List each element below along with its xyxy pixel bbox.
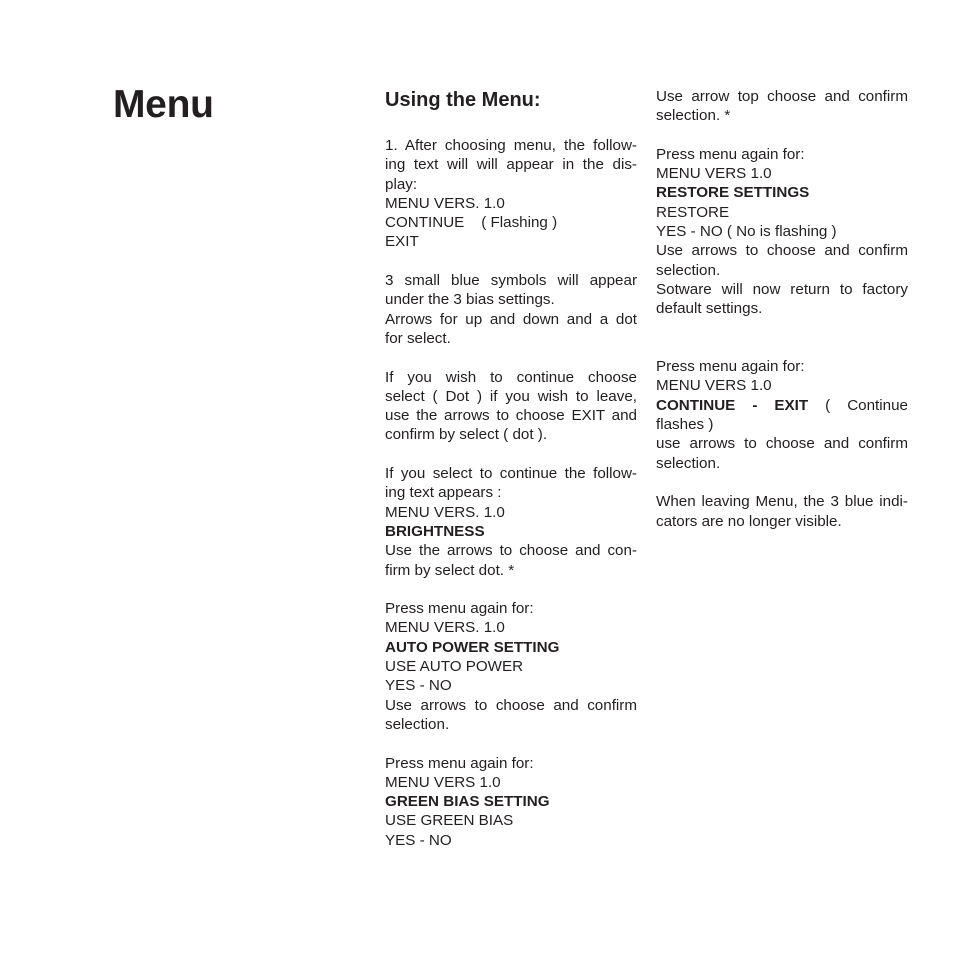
text-line: YES - NO xyxy=(385,831,452,849)
text-line: selection. xyxy=(385,715,450,733)
page-title: Menu xyxy=(113,83,214,126)
text-line: When leaving Menu, the 3 blue indi- xyxy=(656,493,908,511)
paragraph-gap xyxy=(385,734,637,753)
text-line: MENU VERS 1.0 xyxy=(656,377,772,395)
paragraph-gap xyxy=(385,580,637,599)
text-line: RESTORE xyxy=(656,203,730,221)
text-line: If you select to continue the follow- xyxy=(385,465,637,483)
text-line: default settings. xyxy=(656,300,763,318)
text-line: MENU VERS 1.0 xyxy=(385,773,501,791)
paragraph-gap xyxy=(385,348,637,367)
text-line: USE GREEN BIAS xyxy=(385,812,514,830)
text-line: under the 3 bias settings. xyxy=(385,291,555,309)
right-column xyxy=(656,87,908,531)
text-line: Use arrows to choose and confirm xyxy=(385,696,637,714)
right-column-body xyxy=(656,87,908,531)
text-line: confirm by select ( dot ). xyxy=(385,426,548,444)
paragraph-gap xyxy=(656,126,908,145)
bold-heading-line: GREEN BIAS SETTING xyxy=(385,793,550,811)
text-line: ing text will will appear in the dis- xyxy=(385,156,637,174)
text-line: select ( Dot ) if you wish to leave, xyxy=(385,387,637,405)
text-line: USE AUTO POWER xyxy=(385,658,524,676)
text-line: use the arrows to choose EXIT and xyxy=(385,407,637,425)
paragraph-gap xyxy=(656,473,908,492)
text-line: MENU VERS. 1.0 xyxy=(385,503,505,521)
text-line: Press menu again for: xyxy=(656,145,805,163)
text-line: Arrows for up and down and a dot xyxy=(385,310,637,328)
section-heading: Using the Menu: xyxy=(385,89,541,111)
text-line: selection. * xyxy=(656,107,731,125)
text-line: YES - NO ( No is flashing ) xyxy=(656,223,837,241)
bold-heading-line: AUTO POWER SETTING xyxy=(385,638,560,656)
text-line: play: xyxy=(385,175,418,193)
bold-heading-line: RESTORE SETTINGS xyxy=(656,184,810,202)
text-line: Press menu again for: xyxy=(385,754,534,772)
text-line: selection. xyxy=(656,454,721,472)
text-line: Press menu again for: xyxy=(385,600,534,618)
text-line: Use arrow top choose and confirm xyxy=(656,88,908,105)
text-line: If you wish to continue choose xyxy=(385,368,637,386)
paragraph-gap xyxy=(385,445,637,464)
text-line: firm by select dot. * xyxy=(385,561,515,579)
paragraph-gap xyxy=(385,252,637,271)
text-line: Use the arrows to choose and con- xyxy=(385,542,637,560)
text-line: ing text appears : xyxy=(385,484,502,502)
bold-text-run: CONTINUE - EXIT xyxy=(656,396,809,414)
text-run: ( Continue xyxy=(808,396,908,414)
paragraph-gap xyxy=(656,338,908,357)
middle-column xyxy=(385,86,637,850)
text-line: MENU VERS 1.0 xyxy=(656,165,772,183)
text-line: 3 small blue symbols will appear xyxy=(385,272,637,290)
text-line: MENU VERS. 1.0 xyxy=(385,194,505,212)
bold-heading-line: BRIGHTNESS xyxy=(385,522,485,540)
text-line: for select. xyxy=(385,329,451,347)
text-line: 1. After choosing menu, the follow- xyxy=(385,137,637,154)
text-line: CONTINUE ( Flashing ) xyxy=(385,214,558,232)
text-line: EXIT xyxy=(385,233,419,251)
text-line xyxy=(656,396,908,415)
text-line: MENU VERS. 1.0 xyxy=(385,619,505,637)
text-line: Use arrows to choose and confirm xyxy=(656,242,908,260)
text-line: YES - NO xyxy=(385,677,452,695)
text-line: Sotware will now return to factory xyxy=(656,280,908,298)
text-line: selection. xyxy=(656,261,721,279)
paragraph-gap xyxy=(656,319,908,338)
text-line: use arrows to choose and confirm xyxy=(656,435,908,453)
text-line: flashes ) xyxy=(656,416,714,434)
middle-column-body xyxy=(385,136,637,850)
text-line: cators are no longer visible. xyxy=(656,512,842,530)
text-line: Press menu again for: xyxy=(656,358,805,376)
